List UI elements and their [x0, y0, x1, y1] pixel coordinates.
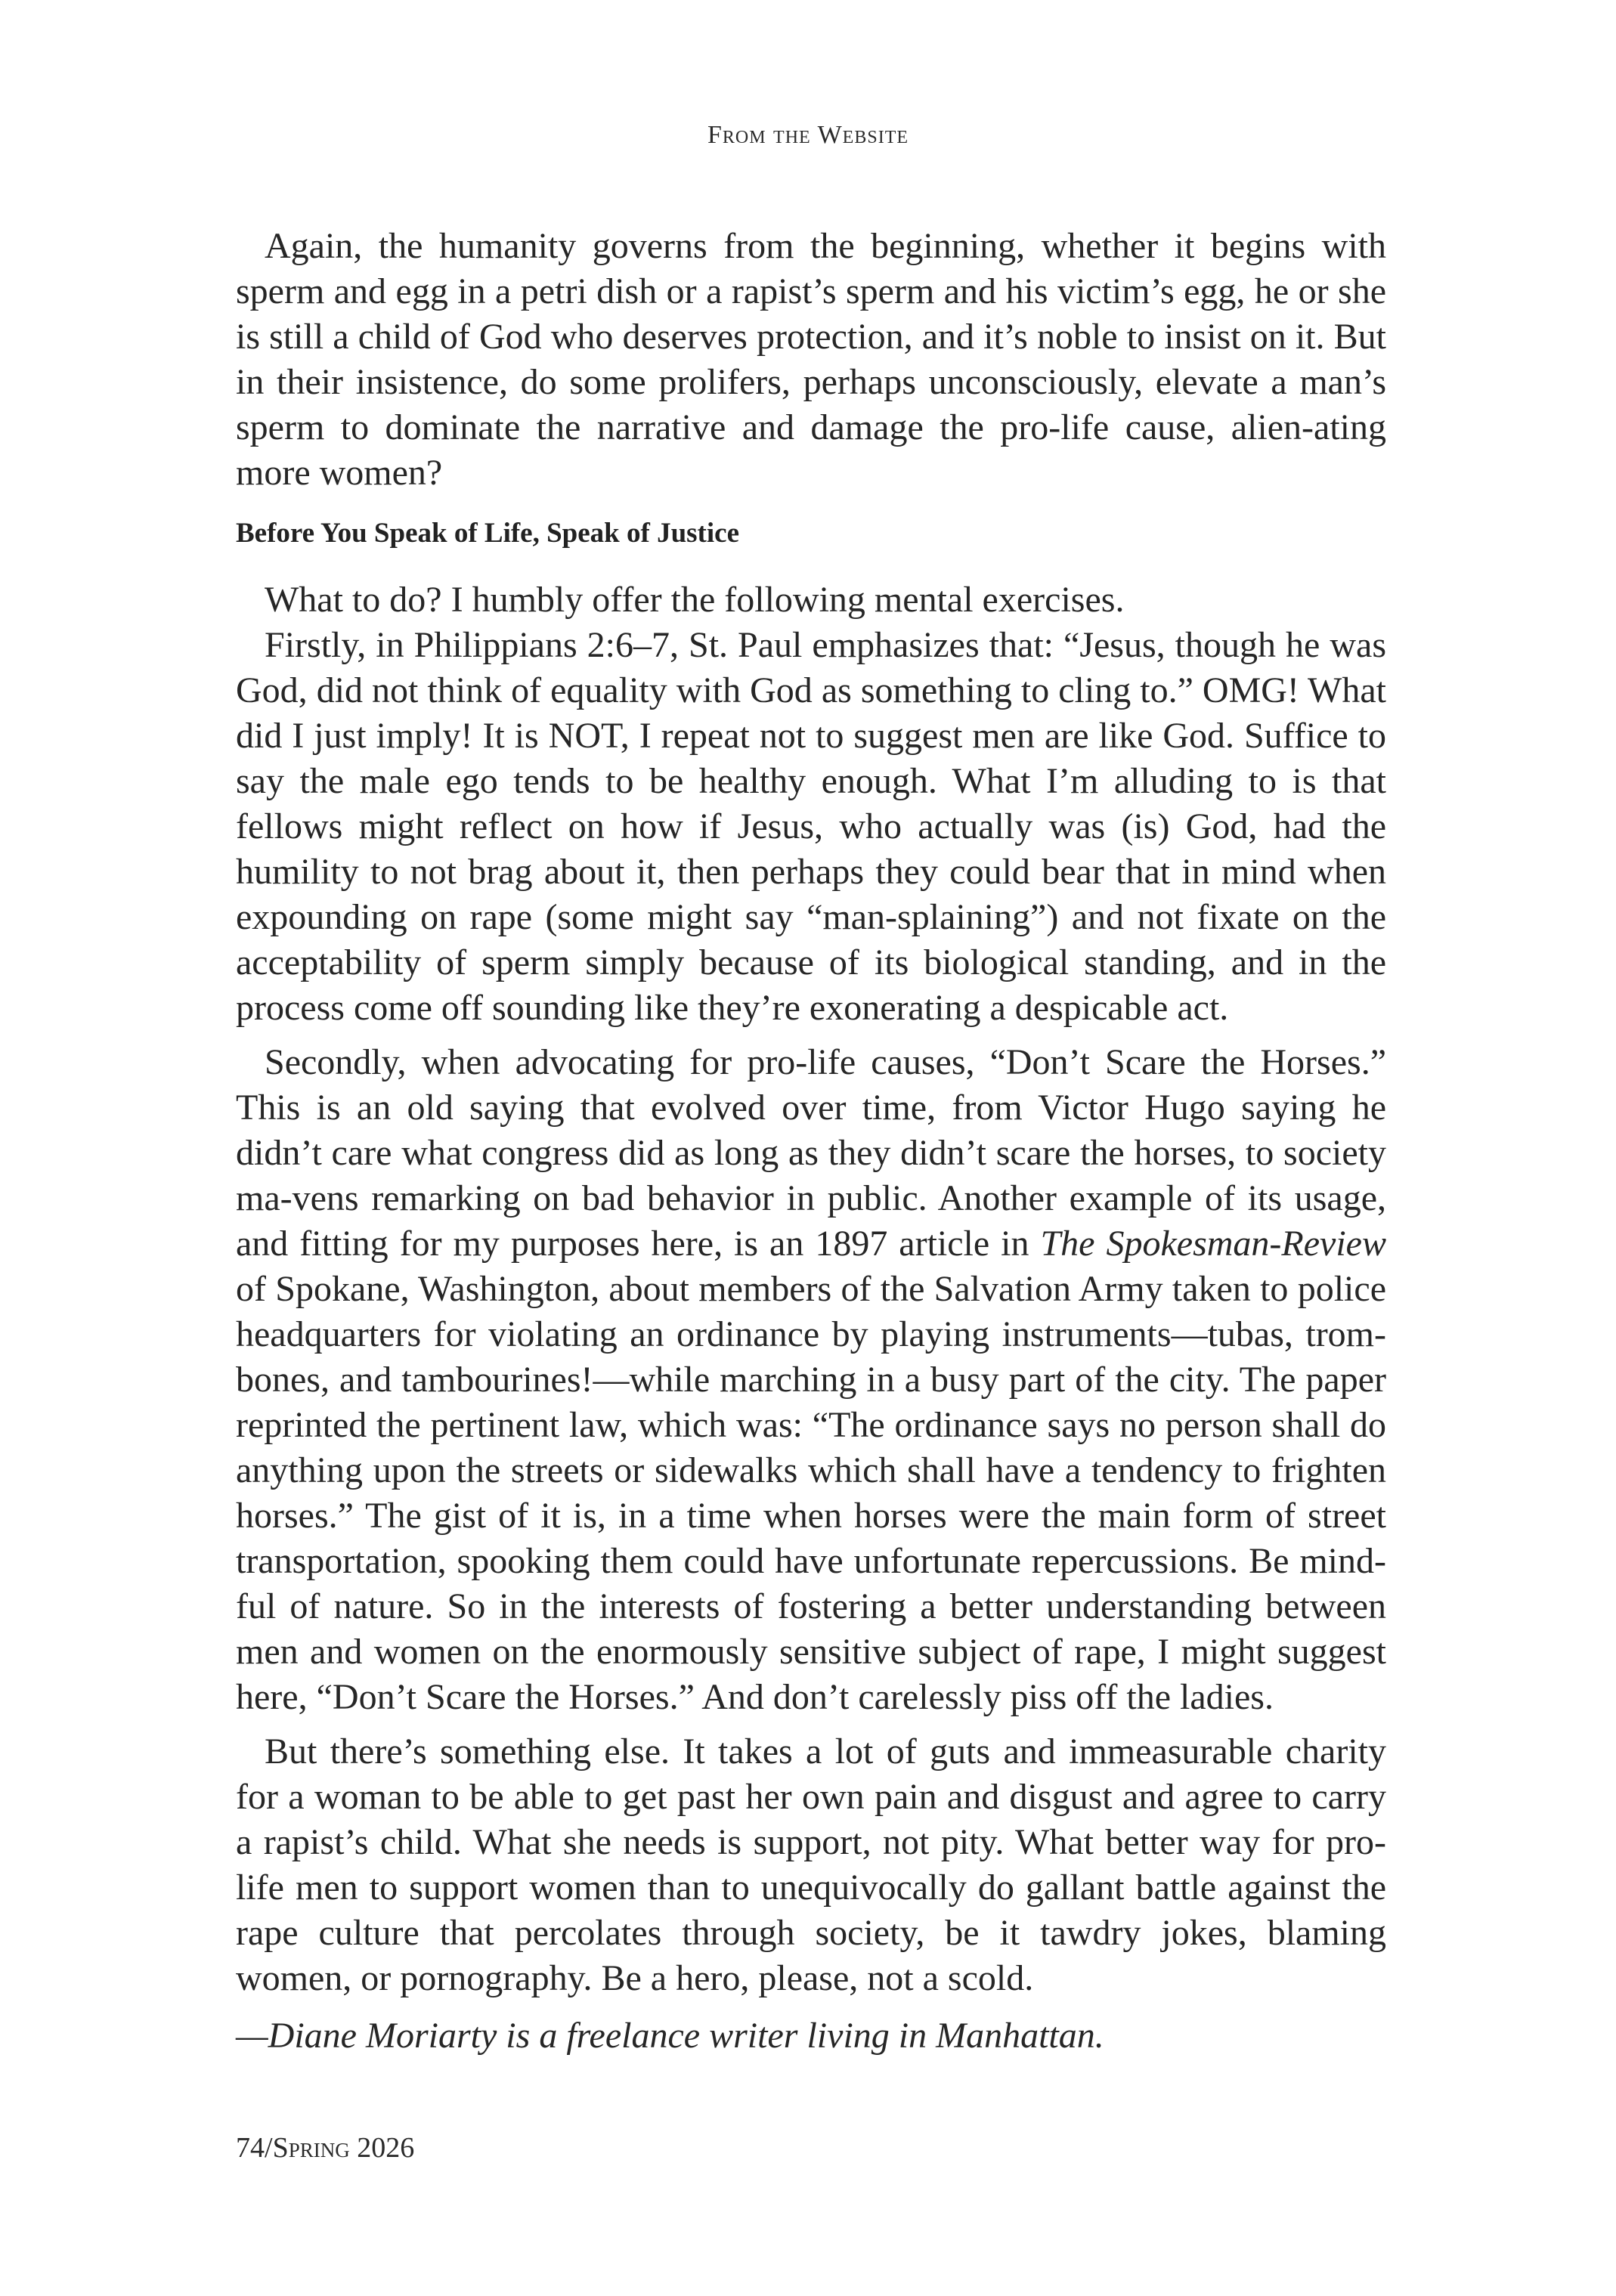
paragraph-secondly-text-a: Secondly, when advocating for pro-life causes, “Don’t Scare the Horses.” This is an old saying that evolved over time, from Victor Hugo saying he didn’t care what congress did as long as they didn’t scare the horses, to society ma-vens remarking on bad behavior in public. Another example of its usage, and fitting for my purposes here, is an 1897 article in	[236, 1042, 1386, 1264]
paragraph-what-to-do: What to do? I humbly offer the following mental exercises.	[265, 580, 1125, 620]
author-byline: —Diane Moriarty is a freelance writer living in Manhattan.	[236, 2016, 1104, 2056]
paragraph-intro: Again, the humanity governs from the beginning, whether it begins with sperm and egg in a petri dish or a rapist’s sperm and his victim’s egg, he or she is still a child of God who deserves protection, and it’s noble to insist on it. But in their insistence, do some prolifers, perhaps unconsciously, elevate a man’s sperm to dominate the narrative and damage the pro-life cause, alien-ating more women?	[236, 226, 1386, 493]
paragraph-secondly	[236, 1040, 1386, 1720]
paragraph-firstly: Firstly, in Philippians 2:6–7, St. Paul emphasizes that: “Jesus, though he was God, did not think of equality with God as something to cling to.” OMG! What did I just imply! It is NOT, I repeat not to suggest men are like God. Suffice to say the male ego tends to be healthy enough. What I’m alluding to is that fellows might reflect on how if Jesus, who actually was (is) God, had the humility to not brag about it, then perhaps they could bear that in mind when expounding on rape (some might say “man-splaining”) and not fixate on the acceptability of sperm simply because of its biological standing, and in the process come off sounding like they’re exonerating a despicable act.	[236, 625, 1386, 1028]
section-heading: Before You Speak of Life, Speak of Justice	[236, 518, 739, 549]
article-body	[236, 224, 1386, 2059]
page-folio	[236, 2131, 414, 2164]
paragraph-secondly-text-b: of Spokane, Washington, about members of the Salvation Army taken to police headquarters for violating an ordinance by playing instruments—tubas, trom-bones, and tambourines!—while marching in a busy part of the city. The paper reprinted the pertinent law, which was: “The ordinance says no person shall do anything upon the streets or sidewalks which shall have a tendency to frighten horses.” The gist of it is, in a time when horses were the main form of street transportation, spooking them could have unfortunate repercussions. Be mind-ful of nature. So in the interests of fostering a better understanding between men and women on the enormously sensitive subject of rape, I might suggest here, “Don’t Scare the Horses.” And don’t carelessly piss off the ladies.	[236, 1269, 1386, 1717]
folio-year: 2026	[349, 2132, 415, 2164]
folio-page-number: 74/	[236, 2132, 273, 2164]
paragraph-closing: But there’s something else. It takes a lot of guts and immeasurable charity for a woman to be able to get past her own pain and disgust and agree to carry a rapist’s child. What she needs is support, not pity. What better way for pro-life men to support women than to unequivocally do gallant battle against the rape culture that percolates through society, be it tawdry jokes, blaming women, or pornography. Be a hero, please, not a scold.	[236, 1731, 1386, 1998]
folio-issue: Spring	[272, 2132, 350, 2164]
running-head: From the Website	[707, 121, 909, 149]
publication-title: The Spokesman-Review	[1040, 1224, 1386, 1264]
